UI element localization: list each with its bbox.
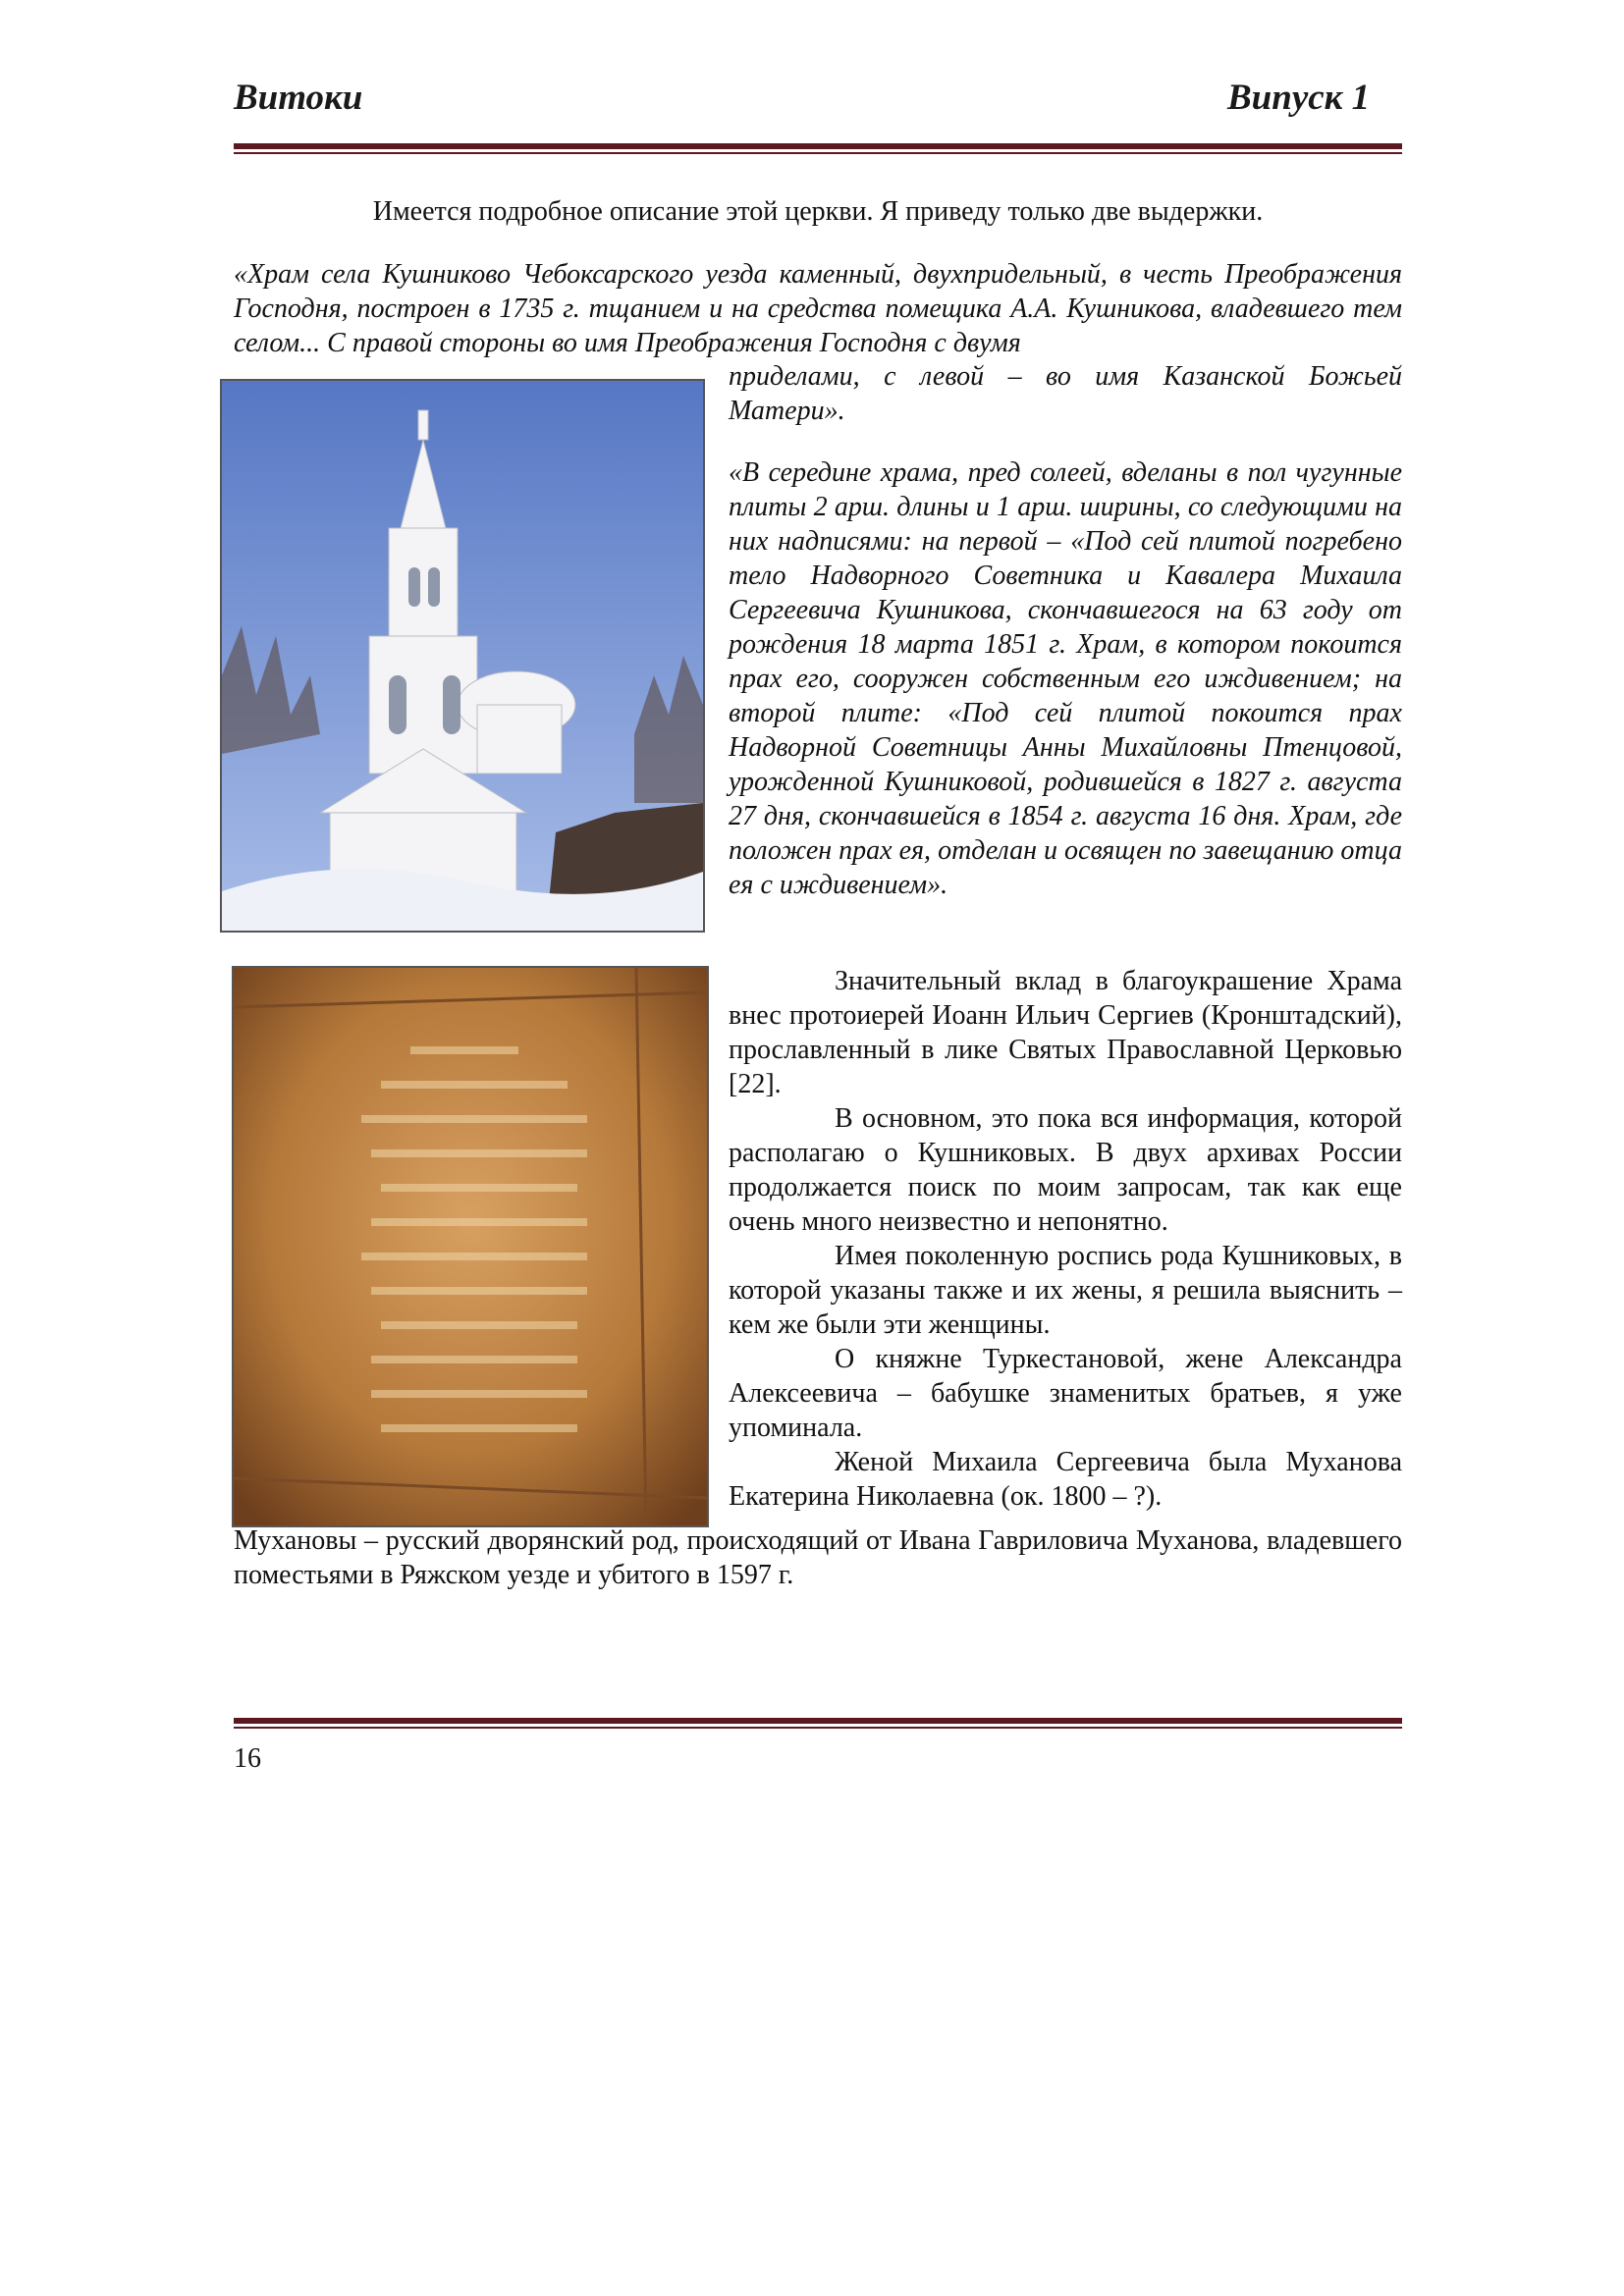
header-rule — [234, 143, 1402, 154]
footer-rule — [234, 1718, 1402, 1729]
page-number: 16 — [234, 1743, 261, 1774]
grave-slab-photo — [232, 966, 709, 1527]
quote-1-end: приделами, с левой – во имя Казанской Божьей Матери». — [729, 361, 1402, 426]
paragraph: В основном, это пока вся информация, которой располагаю о Кушниковых. В двух архивах России продолжается поиск по моим запросам, так как еще очень много неизвестно и непонятно. — [729, 1103, 1402, 1237]
church-photo — [220, 379, 705, 933]
paragraph: Имея поколенную роспись рода Кушниковых, в которой указаны также и их жены, я решила выяснить – кем же были эти женщины. — [729, 1241, 1402, 1340]
paragraph: Мухановы – русский дворянский род, происходящий от Ивана Гавриловича Муханова, владевшего поместьями в Ряжском уезде и убитого в 1597 г. — [234, 1525, 1402, 1590]
quote-1-lead: «Храм села Кушниково Чебоксарского уезда каменный, двухпридельный, в честь Преображения Господня, построен в 1735 г. тщанием и на средства помещика А.А. Кушникова, владевшего тем селом... С правой стороны во имя Преображения Господня с двумя — [234, 259, 1402, 358]
header-issue: Випуск 1 — [1227, 78, 1371, 118]
header-journal-title: Витоки — [234, 78, 363, 118]
paragraph: Женой Михаила Сергеевича была Муханова Екатерина Николаевна (ок. 1800 – ?). — [729, 1447, 1402, 1512]
paragraph: О княжне Туркестановой, жене Александра Алексеевича – бабушке знаменитых братьев, я уже упоминала. — [729, 1344, 1402, 1443]
body-text — [729, 964, 1402, 1514]
intro-text: Имеется подробное описание этой церкви. Я приведу только две выдержки. — [372, 196, 1264, 227]
quote-2: «В середине храма, пред солеей, вделаны в пол чугунные плиты 2 арш. длины и 1 арш. ширины, со следующими на них надписями: на первой – «Под сей плитой погребено тело Надворного Советника и Кавалера Михаила Сергеевича Кушникова, скончавшегося на 63 году от рождения 18 марта 1851 г. Храм, в котором покоится прах его, сооружен собственным его иждивением; на второй плите: «Под сей плитой покоится прах Надворной Советницы Анны Михайловны Птенцовой, урожденной Кушниковой, родившейся в 1827 г. августа 27 дня, скончавшейся в 1854 г. августа 16 дня. Храм, где положен прах ея, отделан и освящен по завещанию отца ея с иждивением». — [729, 457, 1402, 900]
paragraph: Значительный вклад в благоукрашение Храма внес протоиерей Иоанн Ильич Сергиев (Кронштадский), прославленный в лике Святых Православной Церковью [22]. — [729, 966, 1402, 1099]
tail-text — [234, 1523, 1402, 1592]
